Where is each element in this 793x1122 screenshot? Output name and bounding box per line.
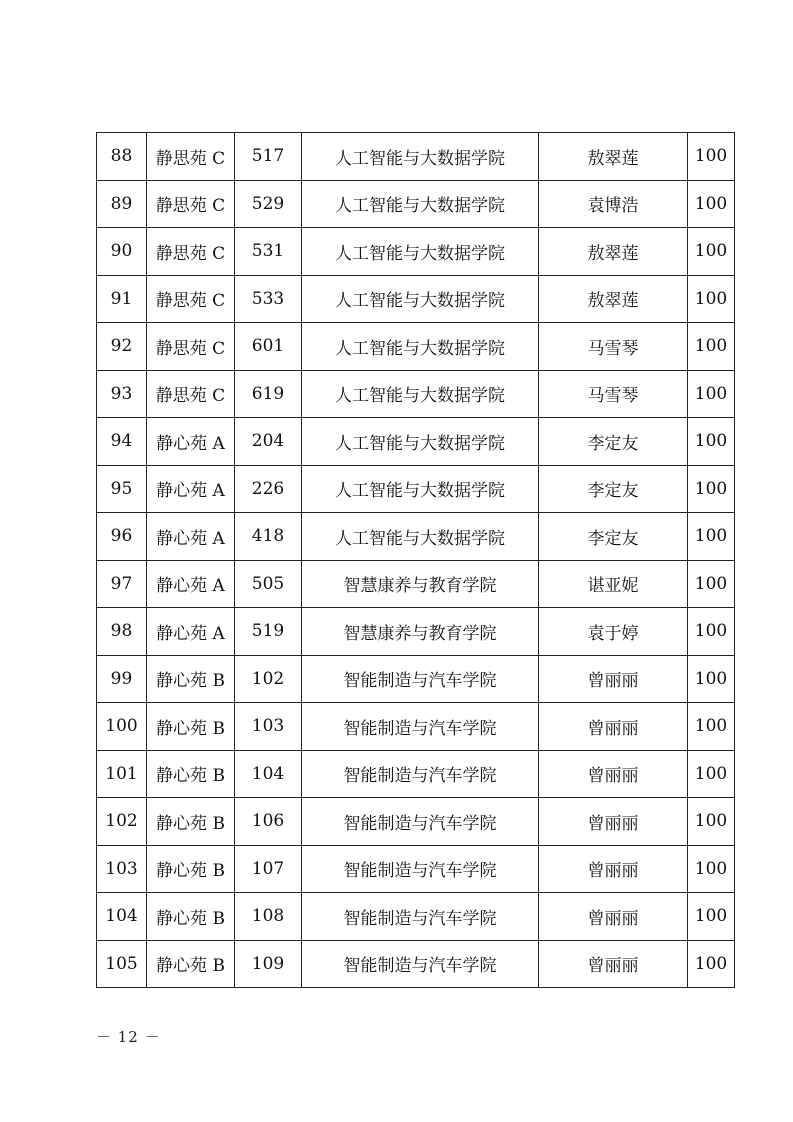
row-number-cell: 100 [97,703,147,751]
row-number-cell: 98 [97,608,147,656]
row-number-cell: 103 [97,845,147,893]
manager-cell: 曾丽丽 [539,845,688,893]
manager-cell: 曾丽丽 [539,655,688,703]
college-cell: 智能制造与汽车学院 [302,845,539,893]
table-row [97,180,735,228]
row-number-cell: 96 [97,513,147,561]
manager-cell: 敖翠莲 [539,275,688,323]
college-cell: 人工智能与大数据学院 [302,275,539,323]
table-row [97,703,735,751]
manager-cell: 曾丽丽 [539,750,688,798]
building-cell: 静心苑 B [147,750,235,798]
row-number-cell: 88 [97,133,147,181]
room-number-cell: 102 [235,655,302,703]
row-number-cell: 92 [97,323,147,371]
building-cell: 静思苑 C [147,323,235,371]
building-cell: 静心苑 B [147,893,235,941]
building-cell: 静心苑 B [147,798,235,846]
manager-cell: 谌亚妮 [539,560,688,608]
manager-cell: 李定友 [539,418,688,466]
row-number-cell: 90 [97,228,147,276]
room-number-cell: 505 [235,560,302,608]
table-row [97,275,735,323]
room-number-cell: 517 [235,133,302,181]
table-row [97,940,735,988]
college-cell: 人工智能与大数据学院 [302,370,539,418]
row-number-cell: 97 [97,560,147,608]
room-number-cell: 108 [235,893,302,941]
manager-cell: 李定友 [539,465,688,513]
score-cell: 100 [688,323,735,371]
building-cell: 静心苑 B [147,940,235,988]
college-cell: 人工智能与大数据学院 [302,418,539,466]
manager-cell: 曾丽丽 [539,798,688,846]
college-cell: 智慧康养与教育学院 [302,608,539,656]
score-cell: 100 [688,133,735,181]
building-cell: 静心苑 A [147,465,235,513]
building-cell: 静心苑 A [147,513,235,561]
room-number-cell: 533 [235,275,302,323]
table-row [97,608,735,656]
manager-cell: 曾丽丽 [539,893,688,941]
row-number-cell: 93 [97,370,147,418]
room-number-cell: 531 [235,228,302,276]
college-cell: 智能制造与汽车学院 [302,655,539,703]
manager-cell: 曾丽丽 [539,703,688,751]
building-cell: 静思苑 C [147,370,235,418]
table-body [97,133,735,988]
row-number-cell: 94 [97,418,147,466]
college-cell: 人工智能与大数据学院 [302,133,539,181]
score-cell: 100 [688,228,735,276]
score-cell: 100 [688,180,735,228]
college-cell: 智能制造与汽车学院 [302,750,539,798]
room-number-cell: 226 [235,465,302,513]
score-cell: 100 [688,940,735,988]
table-row [97,228,735,276]
room-number-cell: 103 [235,703,302,751]
table-row [97,323,735,371]
row-number-cell: 101 [97,750,147,798]
score-cell: 100 [688,513,735,561]
row-number-cell: 102 [97,798,147,846]
table-row [97,655,735,703]
building-cell: 静心苑 A [147,608,235,656]
table-row [97,465,735,513]
score-cell: 100 [688,370,735,418]
manager-cell: 曾丽丽 [539,940,688,988]
row-number-cell: 91 [97,275,147,323]
college-cell: 智能制造与汽车学院 [302,703,539,751]
building-cell: 静心苑 A [147,418,235,466]
manager-cell: 马雪琴 [539,370,688,418]
building-cell: 静思苑 C [147,180,235,228]
college-cell: 人工智能与大数据学院 [302,465,539,513]
manager-cell: 袁于婷 [539,608,688,656]
building-cell: 静心苑 B [147,703,235,751]
table-row [97,845,735,893]
college-cell: 人工智能与大数据学院 [302,228,539,276]
score-cell: 100 [688,845,735,893]
building-cell: 静心苑 A [147,560,235,608]
room-number-cell: 601 [235,323,302,371]
room-number-cell: 107 [235,845,302,893]
college-cell: 智能制造与汽车学院 [302,893,539,941]
college-cell: 智能制造与汽车学院 [302,940,539,988]
room-number-cell: 529 [235,180,302,228]
table-row [97,418,735,466]
college-cell: 人工智能与大数据学院 [302,180,539,228]
score-cell: 100 [688,465,735,513]
row-number-cell: 95 [97,465,147,513]
room-number-cell: 619 [235,370,302,418]
building-cell: 静思苑 C [147,275,235,323]
row-number-cell: 99 [97,655,147,703]
table-row [97,370,735,418]
building-cell: 静思苑 C [147,228,235,276]
manager-cell: 敖翠莲 [539,133,688,181]
score-cell: 100 [688,655,735,703]
row-number-cell: 89 [97,180,147,228]
college-cell: 智能制造与汽车学院 [302,798,539,846]
room-number-cell: 418 [235,513,302,561]
building-cell: 静心苑 B [147,845,235,893]
room-number-cell: 104 [235,750,302,798]
table-row [97,750,735,798]
room-number-cell: 519 [235,608,302,656]
manager-cell: 袁博浩 [539,180,688,228]
page-number: － 12 － [96,1028,161,1046]
manager-cell: 敖翠莲 [539,228,688,276]
score-cell: 100 [688,275,735,323]
row-number-cell: 104 [97,893,147,941]
manager-cell: 马雪琴 [539,323,688,371]
room-number-cell: 106 [235,798,302,846]
college-cell: 智慧康养与教育学院 [302,560,539,608]
table-row [97,798,735,846]
room-number-cell: 204 [235,418,302,466]
building-cell: 静心苑 B [147,655,235,703]
score-cell: 100 [688,893,735,941]
score-cell: 100 [688,703,735,751]
college-cell: 人工智能与大数据学院 [302,323,539,371]
score-cell: 100 [688,560,735,608]
college-cell: 人工智能与大数据学院 [302,513,539,561]
table-row [97,133,735,181]
score-cell: 100 [688,750,735,798]
score-cell: 100 [688,608,735,656]
manager-cell: 李定友 [539,513,688,561]
building-cell: 静思苑 C [147,133,235,181]
table-row [97,893,735,941]
table-row [97,513,735,561]
row-number-cell: 105 [97,940,147,988]
score-cell: 100 [688,418,735,466]
table-row [97,560,735,608]
dormitory-table [96,132,735,988]
room-number-cell: 109 [235,940,302,988]
score-cell: 100 [688,798,735,846]
